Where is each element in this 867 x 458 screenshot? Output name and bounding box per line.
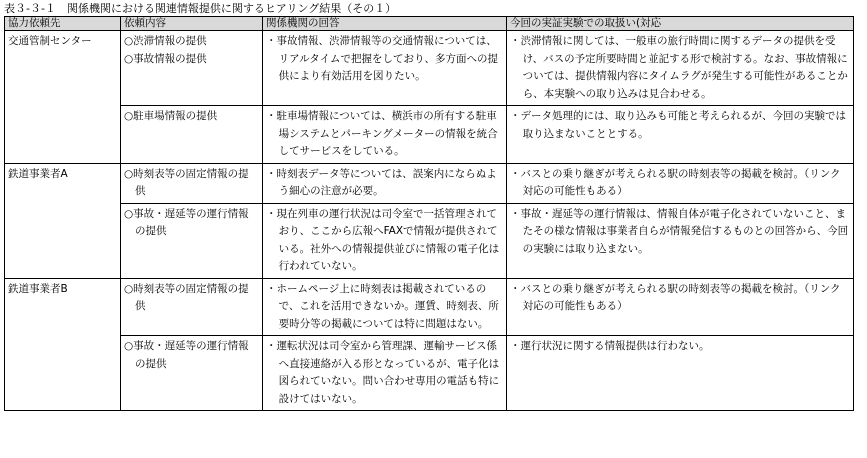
table-row [5,278,854,336]
handling-cell [507,163,854,203]
handling-cell [507,106,854,164]
header-inquiry: 依頼内容 [121,17,263,31]
org-cell: 鉄道事業者A [5,163,121,278]
inquiry-item: ○渋滞情報の提供 [124,35,207,47]
inquiry-item: ○事故・遅延等の運行情報の提供 [124,207,249,237]
response-text: ・時刻表データ等については、誤案内にならぬよう細心の注意が必要。 [266,167,497,197]
inquiry-cell [121,203,263,278]
inquiry-cell [121,31,263,106]
table-row [5,203,854,278]
response-text: ・現在列車の運行状況は司令室で一括管理されており、ここから広報へFAXで情報が提供されている。社外への情報提供並びに情報の電子化は行われていない。 [266,207,500,272]
inquiry-item: ○時刻表等の固定情報の提供 [124,167,249,197]
handling-cell [507,31,854,106]
table-row [5,31,854,106]
handling-cell [507,203,854,278]
response-cell [263,278,507,336]
response-text: ・駐車場情報については、横浜市の所有する駐車場システムとパーキングメーターの情報を統合してサービスをしている。 [266,110,498,157]
header-response: 関係機関の回答 [263,17,507,31]
response-cell [263,336,507,411]
inquiry-cell [121,336,263,411]
handling-text: ・バスとの乗り継ぎが考えられる駅の時刻表等の掲載を検討。（リンク対応の可能性もある） [510,167,841,197]
inquiry-cell [121,278,263,336]
org-cell: 交通管制センター [5,31,121,164]
inquiry-cell [121,163,263,203]
response-cell [263,106,507,164]
inquiry-cell [121,106,263,164]
inquiry-item: ○事故・遅延等の運行情報の提供 [124,340,249,370]
header-handling: 今回の実証実験での取扱い(対応 [507,17,854,31]
org-cell: 鉄道事業者B [5,278,121,411]
table-row [5,163,854,203]
table-row [5,106,854,164]
handling-text: ・運行状況に関する情報提供は行わない。 [510,340,710,352]
response-cell [263,203,507,278]
handling-text: ・事故・遅延等の運行情報は、情報自体が電子化されていないこと、またその様な情報は事業者自らが情報発信するものとの回答から、今回の実験には取り込まない。 [510,207,849,255]
response-cell [263,31,507,106]
handling-text: ・渋滞情報に関しては、一般車の旅行時間に関するデータの提供を受け、バスの予定所要時間と並記する形で検討する。なお、事故情報については、提供情報内容にタイムラグが発生する可能性があることから、本実験への取り込みは見合わせる。 [510,35,848,100]
response-cell [263,163,507,203]
table-caption: 表３-３-１ 関係機関における関連情報提供に関するヒアリング結果（その１） [4,2,397,15]
hearing-results-table [4,16,854,411]
table-row [5,336,854,411]
handling-cell [507,278,854,336]
header-row [5,17,854,31]
handling-cell [507,336,854,411]
header-org: 協力依頼先 [5,17,121,31]
inquiry-item: ○駐車場情報の提供 [124,110,218,122]
handling-text: ・データ処理的には、取り込みも可能と考えられるが、今回の実験では取り込まないこととする。 [510,110,846,140]
response-text: ・事故情報、渋滞情報等の交通情報については、リアルタイムで把握をしており、多方面への提供により有効活用を図りたい。 [266,35,499,82]
inquiry-item: ○事故情報の提供 [124,52,207,65]
response-text: ・ホームページ上に時刻表は掲載されているので、これを活用できないか。運賃、時刻表、所要時分等の掲載については特に問題はない。 [266,282,499,330]
inquiry-item: ○時刻表等の固定情報の提供 [124,282,249,312]
response-text: ・運転状況は司令室から管理課、運輸サービス係へ直接連絡が入る形となっているが、電子化は図られていない。問い合わせ専用の電話も特に設けてはいない。 [266,340,500,405]
handling-text: ・バスとの乗り継ぎが考えられる駅の時刻表等の掲載を検討。（リンク対応の可能性もある） [510,282,841,312]
